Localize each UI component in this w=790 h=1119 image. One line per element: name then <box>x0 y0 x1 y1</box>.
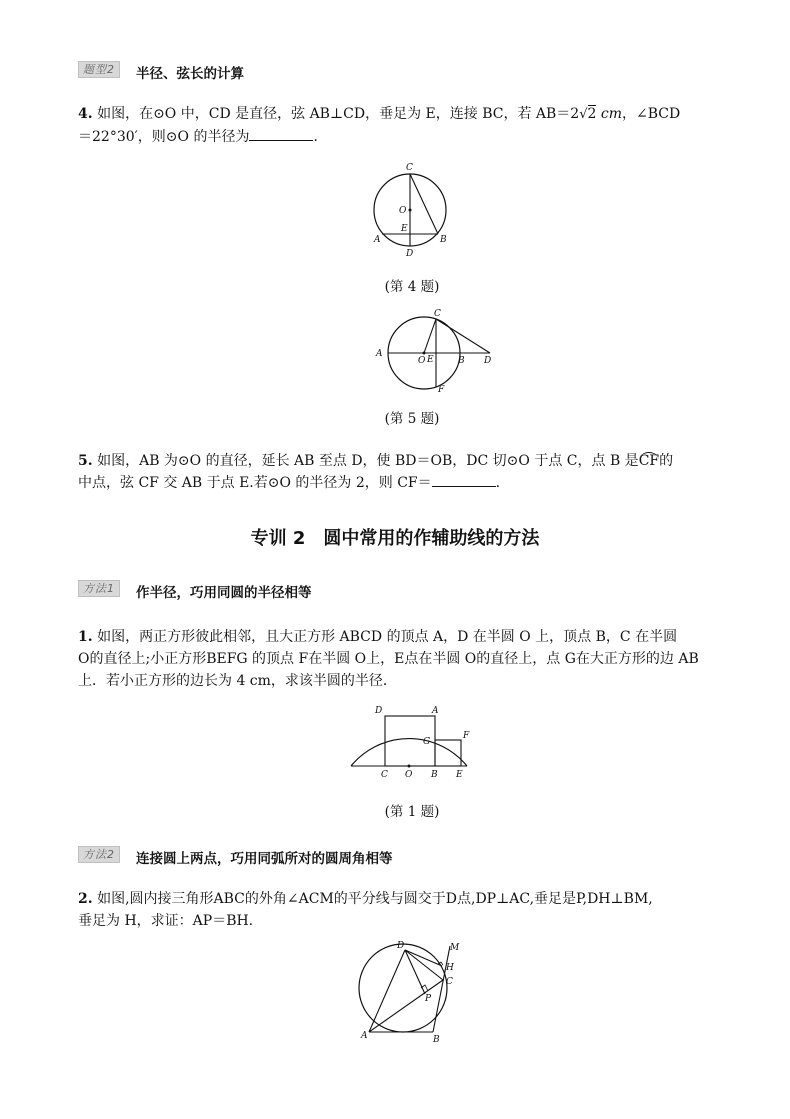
p2-line1: 如图,圆内接三角形ABC的外角∠ACM的平分线与圆交于D点,DP⊥AC,垂足是P,DH⊥BM, <box>97 891 653 907</box>
label-F: F <box>438 385 445 395</box>
label-O: O <box>399 206 407 216</box>
label-A: A <box>361 1031 368 1041</box>
label-B: B <box>440 235 447 245</box>
figure-q4 <box>360 160 480 260</box>
answer-blank[interactable] <box>432 472 496 487</box>
figure-p1 <box>345 700 505 780</box>
label-E: E <box>427 355 434 365</box>
label-B: B <box>431 770 438 780</box>
label-E: E <box>401 224 408 234</box>
label-D: D <box>397 941 405 951</box>
figure-caption-q5: (第 5 题) <box>384 411 440 427</box>
method-heading: 作半径，巧用同圆的半径相等 <box>136 585 312 601</box>
q5-text-part3: 中点，弦 CF 交 AB 于点 E.若⊙O 的半径为 2，则 CF＝ <box>78 475 432 491</box>
label-D: D <box>406 249 414 259</box>
label-C: C <box>381 770 388 780</box>
label-D: D <box>375 706 383 716</box>
q4-tail: ． <box>313 129 328 145</box>
q5-tail: . <box>495 475 501 491</box>
q5-text-part1: 如图，AB 为⊙O 的直径，延长 AB 至点 D，使 BD＝OB，DC 切⊙O 于点 C，点 B 是 <box>97 453 639 469</box>
q5-text-part2: 的 <box>659 453 674 469</box>
p1-line1: 如图，两正方形彼此相邻，且大正方形 ABCD 的顶点 A，D 在半圆 O 上，顶点 B，C 在半圆 <box>97 629 678 645</box>
label-B: B <box>458 356 465 366</box>
label-A: A <box>376 349 383 359</box>
method-tag: 方法1 <box>78 580 120 597</box>
method-heading: 连接圆上两点，巧用同弧所对的圆周角相等 <box>136 851 393 867</box>
figure-q5 <box>370 305 510 395</box>
question-type-tag: 题型2 <box>78 61 120 78</box>
p1-line3: 上．若小正方形的边长为 4 cm，求该半圆的半径． <box>78 673 397 689</box>
q4-unit: cm <box>596 106 623 122</box>
label-G: G <box>423 737 431 747</box>
label-B: B <box>433 1035 440 1045</box>
problem-2-text <box>78 888 744 932</box>
sqrt-symbol: √ <box>579 107 588 122</box>
section-heading: 半径、弦长的计算 <box>136 66 244 82</box>
problem-1-text <box>78 626 744 692</box>
label-A: A <box>432 706 439 716</box>
q4-text-part2: ，∠BCD <box>622 106 681 122</box>
q4-text-part1: 如图，在⊙O 中，CD 是直径，弦 AB⊥CD，垂足为 E，连接 BC，若 AB＝2 <box>97 106 580 122</box>
label-M: M <box>450 943 460 953</box>
question-4-text <box>78 103 744 148</box>
page-title: 专训 2 圆中常用的作辅助线的方法 <box>250 528 540 549</box>
problem-number: 1. <box>78 629 93 645</box>
question-number: 5. <box>78 453 93 469</box>
figure-caption-p1: (第 1 题) <box>384 804 440 820</box>
label-C: C <box>434 309 441 319</box>
label-O: O <box>405 770 413 780</box>
figure-caption-q4: (第 4 题) <box>384 279 440 295</box>
question-5-text <box>78 450 744 494</box>
answer-blank[interactable] <box>249 126 313 141</box>
label-C: C <box>446 977 453 987</box>
label-O: O <box>418 356 426 366</box>
label-D: D <box>484 356 492 366</box>
label-E: E <box>456 770 463 780</box>
q4-text-part3: ＝22°30′，则⊙O 的半径为 <box>78 129 250 145</box>
label-F: F <box>463 731 470 741</box>
question-number: 4. <box>78 106 93 122</box>
label-P: P <box>425 994 432 1004</box>
p1-line2: O的直径上;小正方形BEFG 的顶点 F在半圆 O上，E点在半圆 O的直径上，点 G在大正方形的边 AB <box>78 651 699 667</box>
q4-sqrt-value: 2 <box>587 106 597 122</box>
label-H: H <box>446 963 454 973</box>
arc-CF: CF <box>638 453 660 469</box>
figure-p2 <box>355 938 495 1048</box>
label-C: C <box>406 163 413 173</box>
label-A: A <box>374 235 381 245</box>
p2-line2: 垂足为 H，求证：AP＝BH. <box>78 913 254 929</box>
problem-number: 2. <box>78 891 93 907</box>
method-tag: 方法2 <box>78 846 120 863</box>
